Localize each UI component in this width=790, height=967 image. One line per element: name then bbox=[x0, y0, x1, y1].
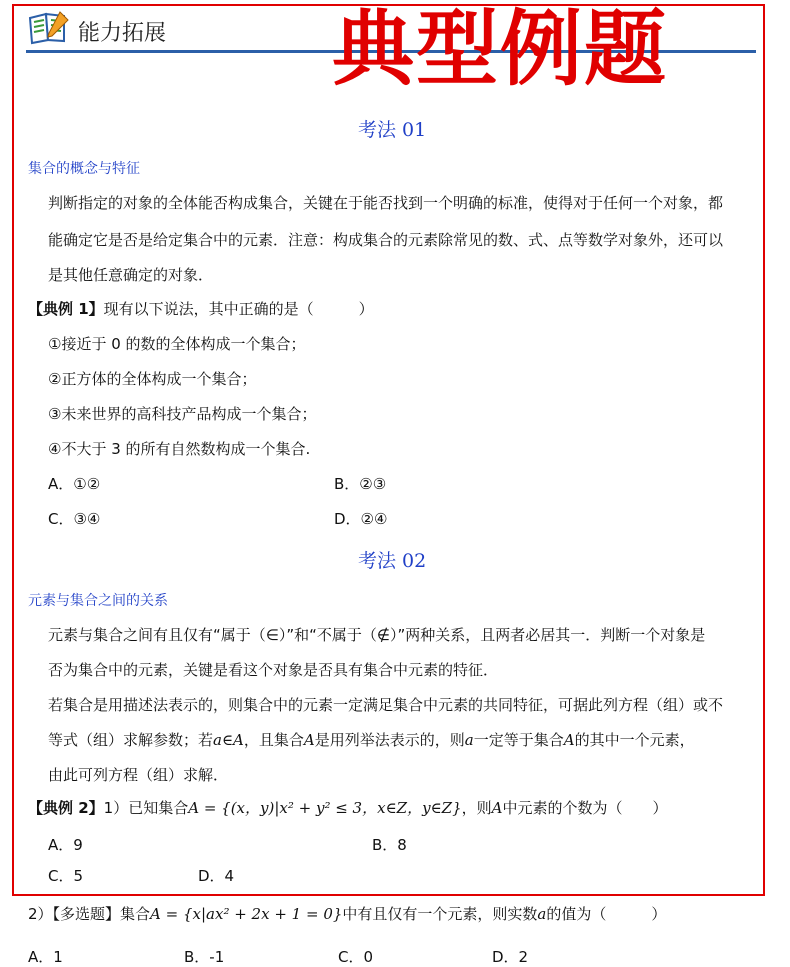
set-expression: A = {x|ax² + 2x + 1 = 0} bbox=[150, 905, 343, 923]
text-run: 的其中一个元素， bbox=[574, 731, 695, 749]
answer-option-b: B．-1 bbox=[184, 948, 225, 966]
answer-option-d: D．②④ bbox=[334, 510, 388, 528]
section-heading-2: 考法 02 bbox=[358, 550, 427, 572]
statement-item: ①接近于 0 的数的全体构成一个集合； bbox=[48, 335, 306, 353]
question-suffix: 中元素的个数为（ ） bbox=[502, 799, 668, 817]
statement-item: ④不大于 3 的所有自然数构成一个集合. bbox=[48, 440, 311, 458]
math-symbol: a bbox=[537, 905, 547, 923]
paragraph-line: 由此可列方程（组）求解． bbox=[48, 766, 229, 784]
paragraph-line: 判断指定的对象的全体能否构成集合，关键在于能否找到一个明确的标准，使得对于任何一个对象，都 bbox=[48, 194, 724, 212]
math-symbol: A bbox=[563, 731, 575, 749]
paragraph-line: 若集合是用描述法表示的，则集合中的元素一定满足集合中元素的共同特征，可据此列方程（组）或不 bbox=[48, 696, 724, 714]
paragraph-line: 元素与集合之间有且仅有“属于（∈）”和“不属于（∉）”两种关系，且两者必居其一．判断一个对象是 bbox=[48, 626, 706, 644]
answer-option-d: D．4 bbox=[198, 867, 235, 885]
answer-option-c: C．0 bbox=[338, 948, 374, 966]
text-run: 等式（组）求解参数；若 bbox=[48, 731, 214, 749]
text-run: 是用列举法表示的，则 bbox=[314, 731, 465, 749]
question-prefix: 1）已知集合 bbox=[103, 799, 189, 817]
example-2-question-2 bbox=[28, 903, 666, 924]
text-run: ，且集合 bbox=[243, 731, 304, 749]
topic-title-1: 集合的概念与特征 bbox=[28, 161, 140, 177]
example-label: 【典例 2】 bbox=[28, 799, 104, 817]
answer-option-b: B．②③ bbox=[334, 475, 387, 493]
set-expression: A = {(x，y)|x² + y² ≤ 3，x∈Z，y∈Z} bbox=[188, 799, 462, 817]
answer-option-c: C．5 bbox=[48, 867, 84, 885]
question-suffix: 的值为（ ） bbox=[546, 905, 667, 923]
topic-title-2: 元素与集合之间的关系 bbox=[28, 593, 168, 609]
question-prefix: 2）【多选题】集合 bbox=[28, 905, 151, 923]
answer-option-a: A．9 bbox=[48, 836, 83, 854]
math-symbol: A bbox=[491, 799, 503, 817]
example-label: 【典例 1】 bbox=[28, 300, 104, 318]
statement-item: ③未来世界的高科技产品构成一个集合； bbox=[48, 405, 317, 423]
answer-option-a: A．①② bbox=[48, 475, 101, 493]
text-run: 一定等于集合 bbox=[473, 731, 564, 749]
paragraph-line: 否为集合中的元素，关键是看这个对象是否具有集合中元素的特征． bbox=[48, 661, 499, 679]
answer-option-d: D．2 bbox=[492, 948, 529, 966]
paragraph-line-math bbox=[48, 729, 695, 750]
math-symbol: a bbox=[464, 731, 474, 749]
answer-option-b: B．8 bbox=[372, 836, 407, 854]
answer-option-c: C．③④ bbox=[48, 510, 101, 528]
section-label: 能力拓展 bbox=[78, 21, 167, 46]
math-expression: a∈A bbox=[213, 731, 244, 749]
example-question: 现有以下说法，其中正确的是（ ） bbox=[103, 300, 374, 318]
question-suffix: 中有且仅有一个元素，则实数 bbox=[342, 905, 538, 923]
section-heading-1: 考法 01 bbox=[358, 119, 427, 141]
paragraph-line: 是其他任意确定的对象． bbox=[48, 266, 214, 284]
statement-item: ②正方体的全体构成一个集合； bbox=[48, 370, 257, 388]
paragraph-line: 能确定它是否是给定集合中的元素．注意：构成集合的元素除常见的数、式、点等数学对象外，还可以 bbox=[48, 231, 724, 249]
question-suffix: ，则 bbox=[461, 799, 492, 817]
answer-option-a: A．1 bbox=[28, 948, 63, 966]
book-icon bbox=[26, 10, 70, 46]
page-title: 典型例题 bbox=[332, 1, 669, 97]
example-2-question-1 bbox=[28, 797, 668, 818]
example-1-stem bbox=[28, 298, 374, 319]
math-symbol: A bbox=[303, 731, 315, 749]
